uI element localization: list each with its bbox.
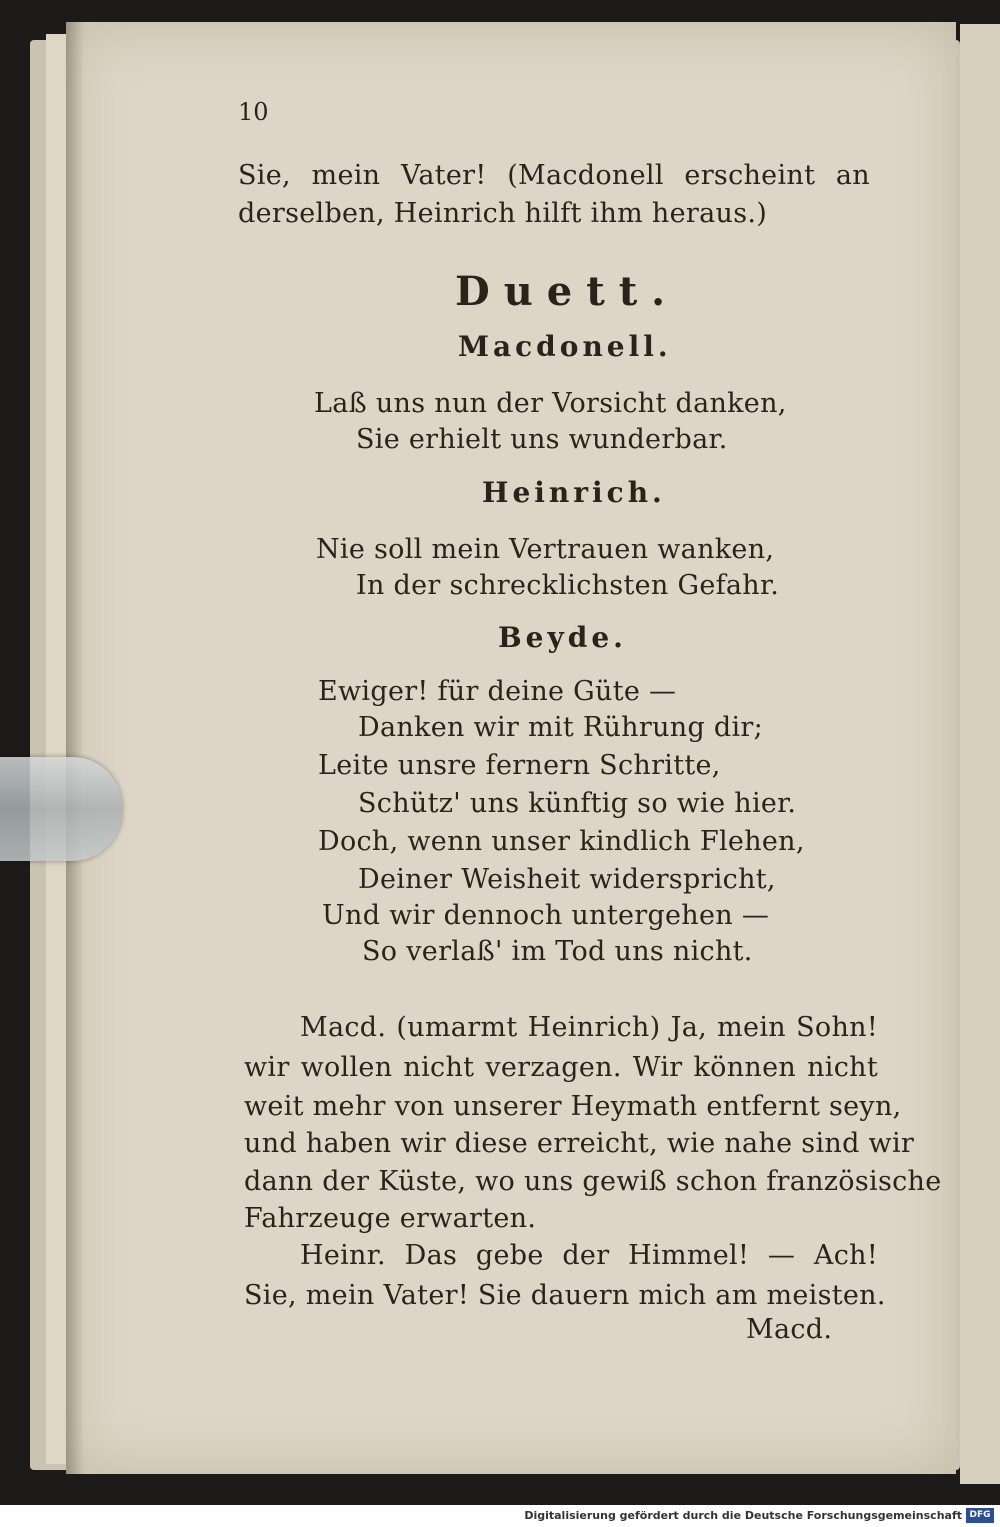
dfg-logo-icon: DFG xyxy=(966,1508,994,1523)
duet-title: Duett. xyxy=(455,268,680,315)
prose-line: wir wollen nicht verzagen. Wir können nicht xyxy=(244,1052,878,1083)
verse-line: Danken wir mit Rührung dir; xyxy=(358,712,764,743)
verse-line: Sie erhielt uns wunderbar. xyxy=(356,424,728,455)
funding-note: Digitalisierung gefördert durch die Deutsche Forschungsgemeinschaft xyxy=(524,1509,962,1522)
prose-line: Fahrzeuge erwarten. xyxy=(244,1203,537,1234)
verse-line: Deiner Weisheit widerspricht, xyxy=(358,864,776,895)
page-gutter-shadow xyxy=(66,22,84,1474)
verse-line: Leite unsre fernern Schritte, xyxy=(318,750,721,781)
opening-line: Sie, mein Vater! (Macdonell erscheint an xyxy=(238,160,870,191)
prose-line: Sie, mein Vater! Sie dauern mich am meisten. xyxy=(244,1280,886,1311)
verse-line: Schütz' uns künftig so wie hier. xyxy=(358,788,797,819)
verse-line: Ewiger! für deine Güte — xyxy=(318,676,677,707)
verse-line: So verlaß' im Tod uns nicht. xyxy=(362,936,753,967)
prose-line: weit mehr von unserer Heymath entfernt seyn, xyxy=(244,1091,902,1122)
facing-page-edge xyxy=(960,24,1000,1484)
speaker-heading: Heinrich. xyxy=(482,476,666,509)
prose-line: Macd. (umarmt Heinrich) Ja, mein Sohn! xyxy=(300,1012,878,1043)
prose-line: und haben wir diese erreicht, wie nahe sind wir xyxy=(244,1128,915,1159)
page-number: 10 xyxy=(238,98,269,126)
catchword: Macd. xyxy=(746,1314,833,1345)
speaker-heading: Macdonell. xyxy=(458,330,672,363)
verse-line: In der schrecklichsten Gefahr. xyxy=(356,570,780,601)
prose-line: Heinr. Das gebe der Himmel! — Ach! xyxy=(300,1240,878,1271)
speaker-heading: Beyde. xyxy=(498,621,627,654)
verse-line: Laß uns nun der Vorsicht danken, xyxy=(314,388,787,419)
prose-line: dann der Küste, wo uns gewiß schon französische xyxy=(244,1166,942,1197)
verse-line: Doch, wenn unser kindlich Flehen, xyxy=(318,826,805,857)
opening-line: derselben, Heinrich hilft ihm heraus.) xyxy=(238,198,768,229)
verse-line: Nie soll mein Vertrauen wanken, xyxy=(316,534,775,565)
page-clip xyxy=(0,757,122,861)
verse-line: Und wir dennoch untergehen — xyxy=(322,900,770,931)
